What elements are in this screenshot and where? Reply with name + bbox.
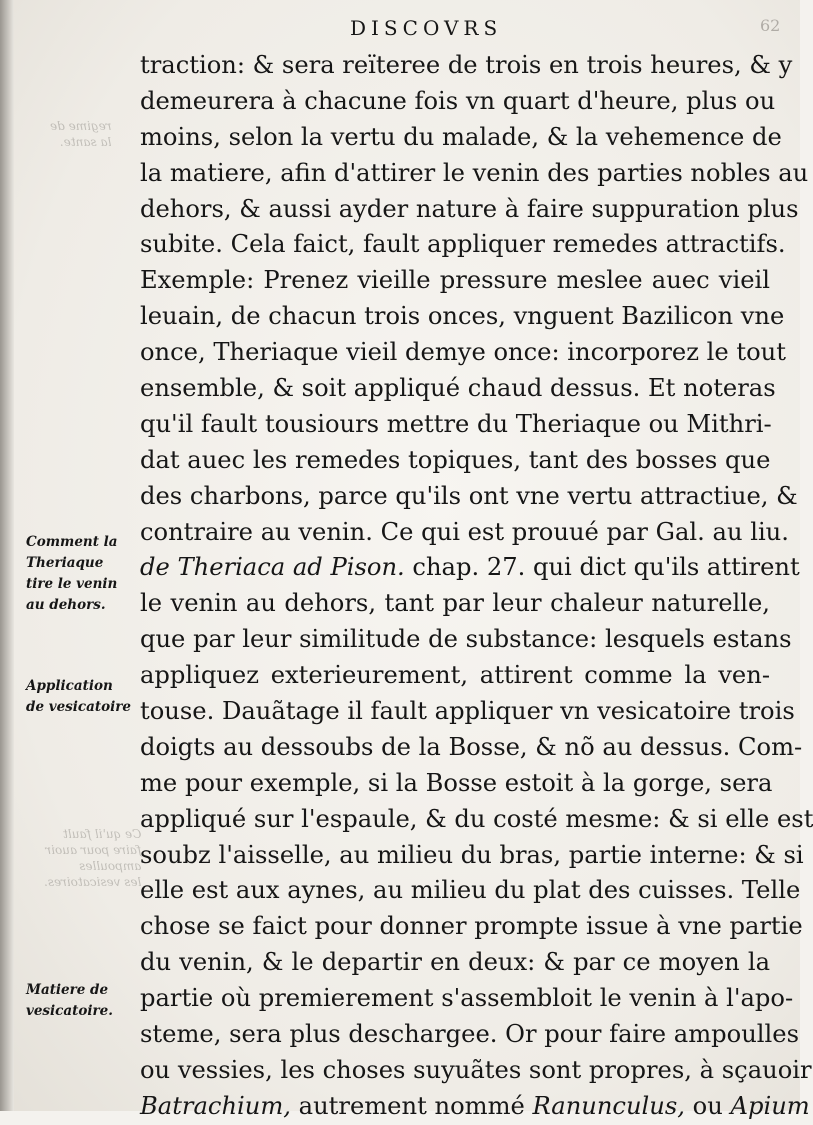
page-number: 62 [760, 16, 781, 35]
text-line: partie où premierement s'assembloit le venin à l'apo- [140, 984, 794, 1013]
text-line: elle est aux aynes, au milieu du plat des cuisses. Telle [140, 876, 801, 905]
text-line: qu'il fault tousiours mettre du Theriaque ou Mithri- [140, 409, 772, 438]
margin-note-line: au dehors. [26, 597, 106, 613]
text-line: contraire au venin. Ce qui est prouué par Gal. au liu. [140, 517, 789, 546]
text-line: subite. Cela faict, fault appliquer remedes attractifs. [140, 230, 786, 259]
text-line: steme, sera plus deschargee. Or pour faire ampoulles [140, 1020, 799, 1049]
text-line: appliqué sur l'espaule, & du costé mesme: & si elle est [140, 804, 813, 833]
margin-note-line: de vesicatoire [26, 699, 131, 715]
text-line: chose se faict pour donner prompte issue à vne partie [140, 912, 803, 941]
text-line: once, Theriaque vieil demye once: incorporez le tout [140, 338, 786, 367]
bleed-through-text: regime de la sante. [50, 119, 112, 149]
margin-note-line: Comment la [26, 534, 118, 550]
text-line: dat auec les remedes topiques, tant des bosses que [140, 445, 771, 474]
margin-note-line: vesicatoire. [26, 1003, 113, 1019]
bleed-through-text: Ce qu'il fault faire pour auoir ampoulles les vesicatoires. [44, 827, 142, 889]
margin-note-line: tire le venin [26, 576, 118, 592]
text-line: Batrachium, autrement nommé Ranunculus, ou Apium [140, 1091, 810, 1120]
margin-note-line: Matiere de [26, 982, 109, 998]
margin-note [26, 676, 138, 718]
text-line: leuain, de chacun trois onces, vnguent Bazilicon vne [140, 302, 785, 331]
text-line: la matiere, afin d'attirer le venin des parties nobles au [140, 158, 809, 187]
text-line: doigts au dessoubs de la Bosse, & nõ au dessus. Com- [140, 732, 803, 761]
text-line: touse. Dauãtage il fault appliquer vn vesicatoire trois [140, 697, 795, 726]
text-line: de Theriaca ad Pison. chap. 27. qui dict qu'ils attirent [140, 553, 800, 582]
text-line: que par leur similitude de substance: lesquels estans [140, 625, 792, 654]
page-header [0, 16, 800, 42]
margin-note [26, 532, 138, 616]
text-line: ou vessies, les choses suyuãtes sont propres, à sçauoir [140, 1055, 812, 1084]
page-gutter-shadow [0, 0, 14, 1111]
text-line: soubz l'aisselle, au milieu du bras, partie interne: & si [140, 840, 804, 869]
margin-note-line: Theriaque [26, 555, 104, 571]
text-line: appliquez exterieurement, attirent comme la ven- [140, 661, 770, 690]
text-line: traction: & sera reïteree de trois en trois heures, & y [140, 51, 793, 79]
text-line: demeurera à chacune fois vn quart d'heure, plus ou [140, 86, 776, 115]
text-line: le venin au dehors, tant par leur chaleur naturelle, [140, 589, 770, 618]
text-line: dehors, & aussi ayder nature à faire suppuration plus [140, 194, 799, 223]
text-line: ensemble, & soit appliqué chaud dessus. Et noteras [140, 374, 776, 403]
text-line: du venin, & le departir en deux: & par ce moyen la [140, 948, 770, 977]
text-line: des charbons, parce qu'ils ont vne vertu attractiue, & [140, 481, 798, 510]
margin-note [26, 980, 138, 1022]
margin-note-line: Application [26, 678, 113, 694]
text-line: moins, selon la vertu du malade, & la vehemence de [140, 122, 782, 151]
running-title: DISCOVRS [350, 16, 503, 40]
body-text [140, 48, 813, 1125]
text-line: me pour exemple, si la Bosse estoit à la gorge, sera [140, 768, 773, 797]
text-line: Exemple: Prenez vieille pressure meslee auec vieil [140, 266, 770, 295]
